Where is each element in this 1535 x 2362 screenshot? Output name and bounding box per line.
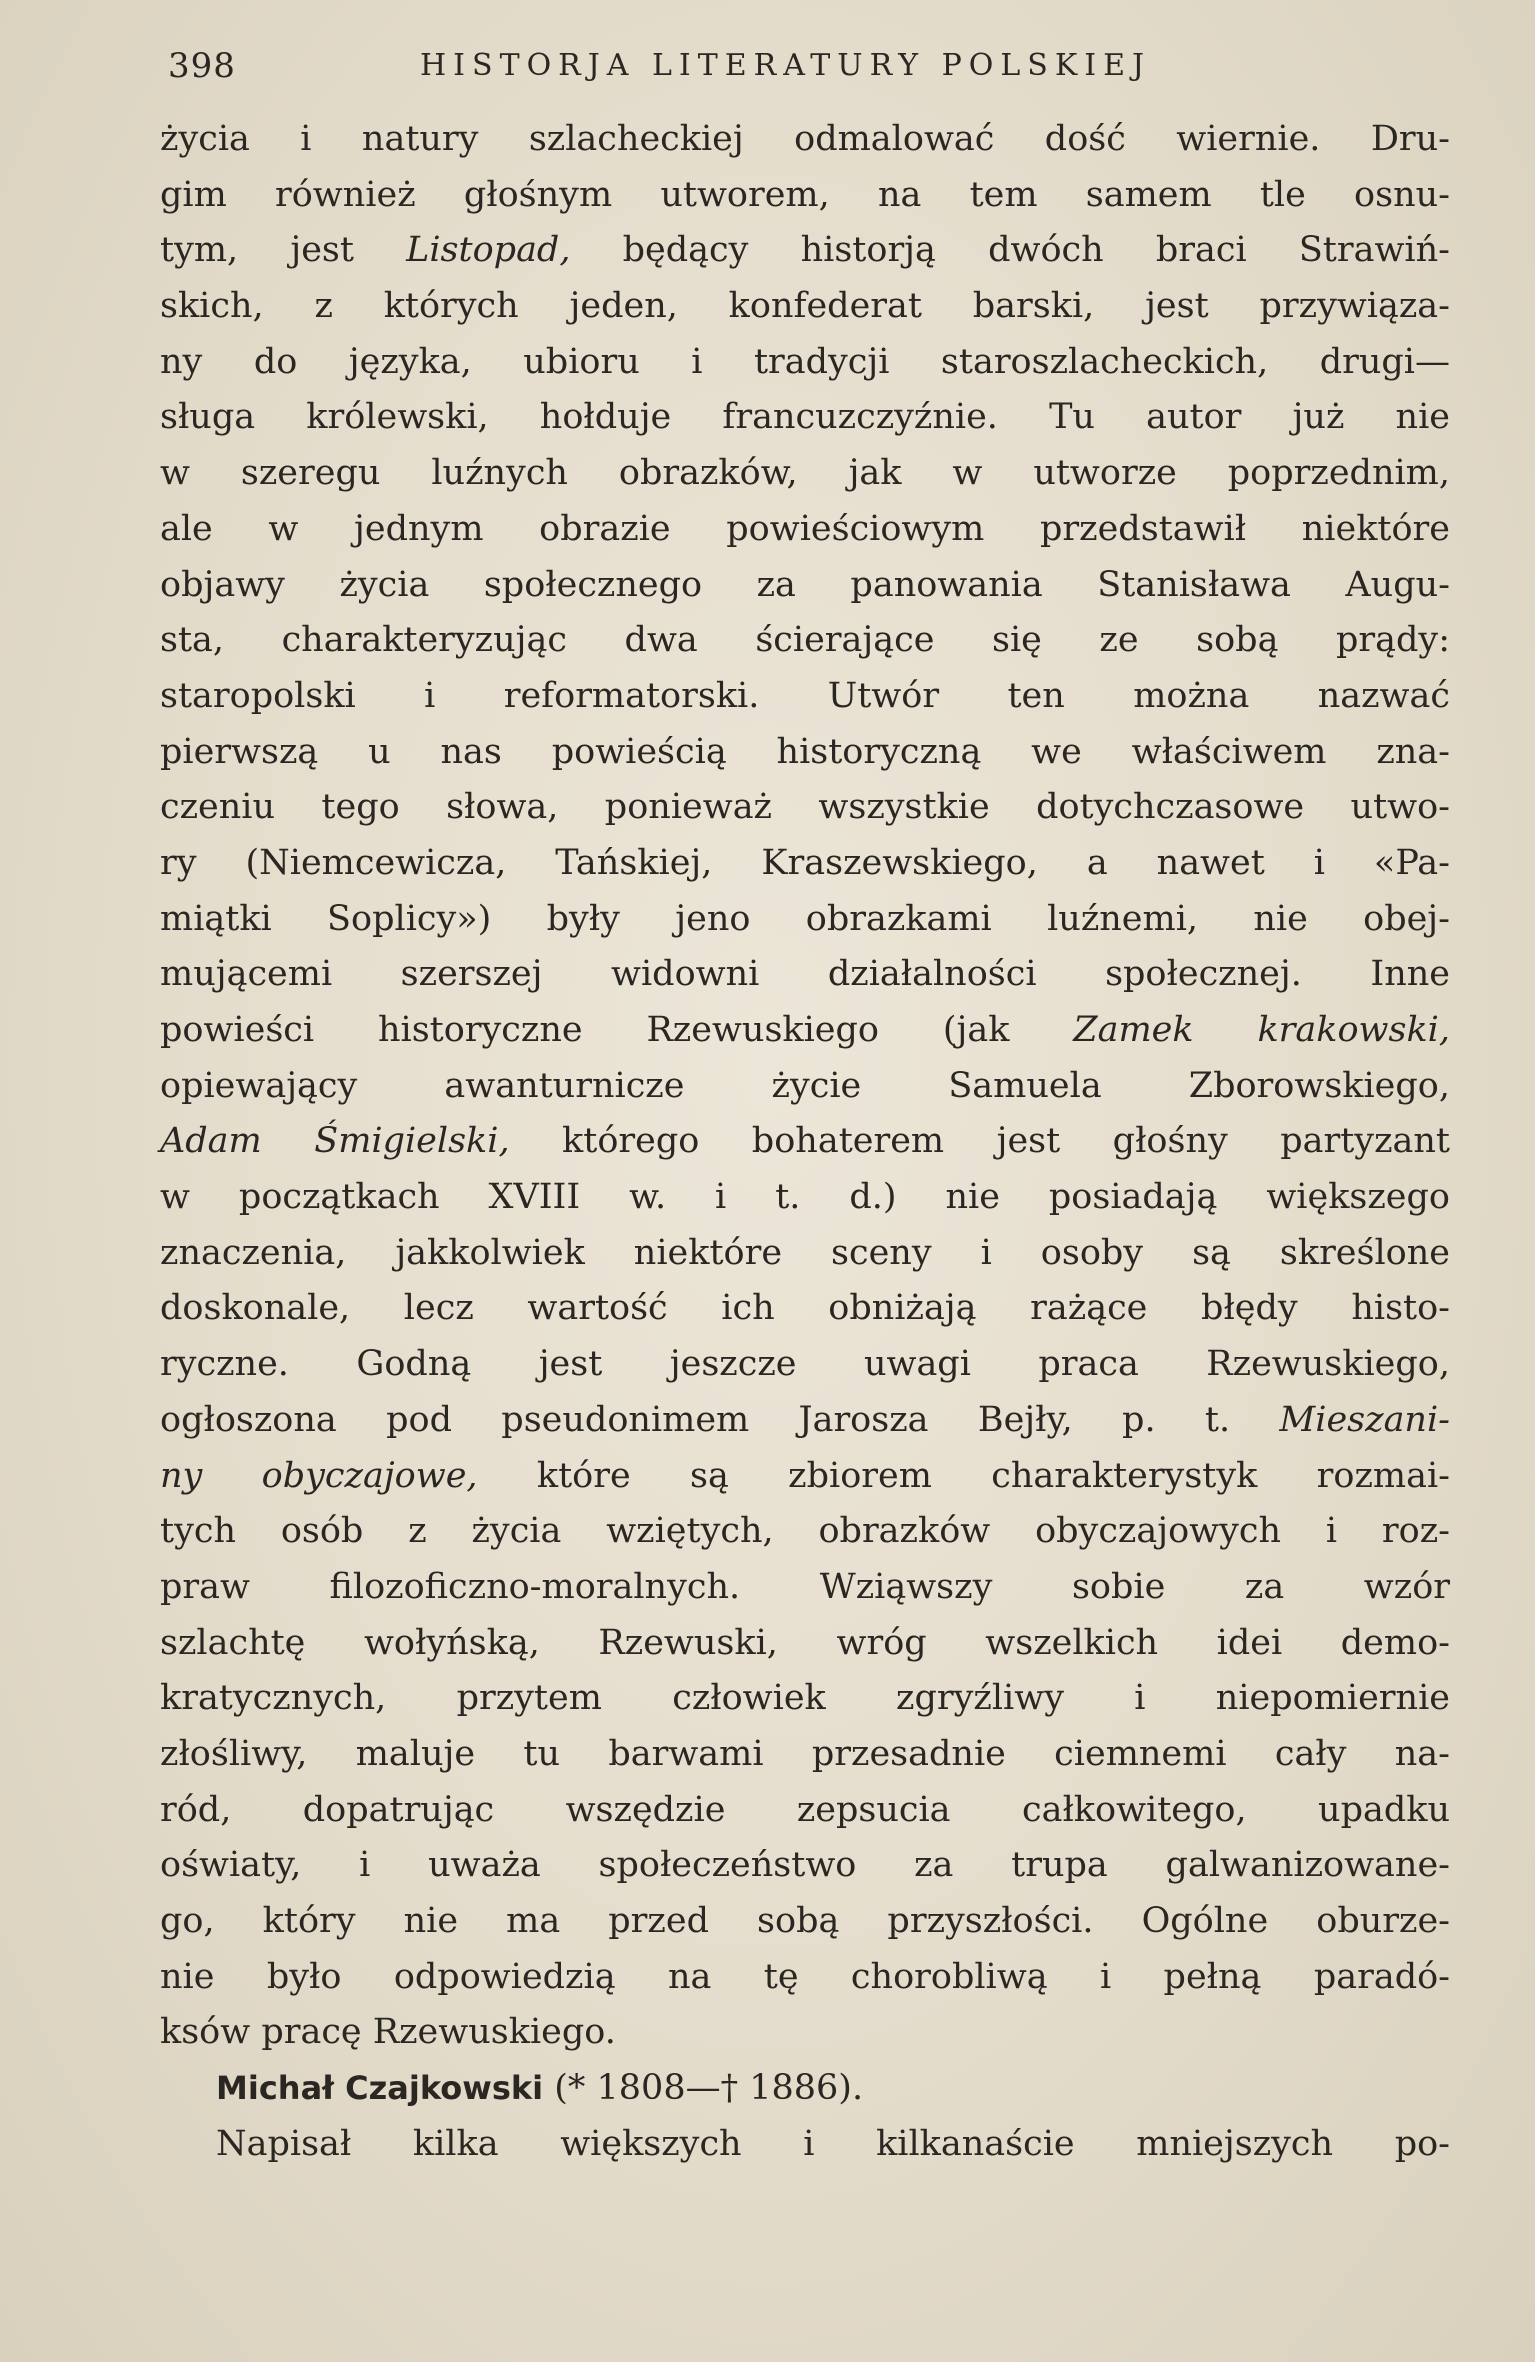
page-number: 398	[168, 46, 236, 86]
section-heading-line	[160, 2061, 1450, 2117]
text-segment: doskonale, lecz wartość ich obniżają rażące błędy histo-	[160, 1288, 1450, 1329]
text-line	[160, 335, 1450, 391]
text-line	[160, 1950, 1450, 2006]
text-segment: ale w jednym obrazie powieściowym przedstawił niektóre	[160, 508, 1450, 549]
italic-title: Adam Śmigielski,	[160, 1121, 510, 1162]
text-segment: ny do języka, ubioru i tradycji staroszlacheckich, drugi—	[160, 341, 1450, 382]
text-line	[160, 1170, 1450, 1226]
text-line	[160, 613, 1450, 669]
text-line	[160, 1337, 1450, 1393]
text-line	[160, 1504, 1450, 1560]
text-segment: staropolski i reformatorski. Utwór ten można nazwać	[160, 675, 1450, 716]
text-segment: skich, z których jeden, konfederat barski, jest przywiąza-	[160, 286, 1450, 327]
text-segment: którego bohaterem jest głośny partyzant	[509, 1121, 1450, 1162]
running-head	[160, 44, 1460, 88]
author-name: Michał Czajkowski	[216, 2069, 544, 2108]
text-segment: sta, charakteryzując dwa ścierające się ze sobą prądy:	[160, 620, 1450, 661]
paragraph	[160, 112, 1450, 2061]
text-segment: ry (Niemcewicza, Tańskiej, Kraszewskiego, a nawet i «Pa-	[160, 842, 1450, 883]
text-line	[160, 168, 1450, 224]
text-line	[160, 1059, 1450, 1115]
text-line	[160, 1226, 1450, 1282]
text-segment: w początkach XVIII w. i t. d.) nie posiadają większego	[160, 1177, 1450, 1218]
italic-title: Listopad,	[406, 230, 571, 271]
text-line	[160, 2005, 1450, 2061]
text-segment: ryczne. Godną jest jeszcze uwagi praca Rzewuskiego,	[160, 1344, 1450, 1385]
text-segment: oświaty, i uważa społeczeństwo za trupa galwanizowane-	[160, 1845, 1450, 1886]
text-segment: nie było odpowiedzią na tę chorobliwą i pełną paradó-	[160, 1956, 1450, 1997]
text-segment: ogłoszona pod pseudonimem Jarosza Bejły, p. t.	[160, 1399, 1280, 1440]
text-segment: tych osób z życia wziętych, obrazków obyczajowych i roz-	[160, 1511, 1450, 1552]
text-line	[160, 1783, 1450, 1839]
text-line	[160, 1114, 1450, 1170]
text-segment: go, który nie ma przed sobą przyszłości. Ogólne oburze-	[160, 1901, 1450, 1941]
text-segment: gim również głośnym utworem, na tem samem tle osnu-	[160, 174, 1450, 215]
text-line	[160, 390, 1450, 446]
text-segment: w szeregu luźnych obrazków, jak w utworze poprzednim,	[160, 453, 1450, 494]
text-line	[160, 892, 1450, 948]
text-line	[160, 223, 1450, 279]
text-segment: czeniu tego słowa, ponieważ wszystkie dotychczasowe utwo-	[160, 787, 1450, 828]
italic-title: ny obyczajowe,	[160, 1455, 478, 1496]
text-segment: tym, jest	[160, 230, 407, 271]
text-line	[160, 1393, 1450, 1449]
text-segment: mującemi szerszej widowni działalności społecznej. Inne	[160, 954, 1450, 995]
text-line	[160, 279, 1450, 335]
text-segment: znaczenia, jakkolwiek niektóre sceny i osoby są skreślone	[160, 1232, 1450, 1273]
italic-title: Mieszani-	[1279, 1399, 1450, 1440]
text-segment: sługa królewski, hołduje francuzczyźnie. Tu autor już nie	[160, 397, 1450, 438]
text-line	[160, 780, 1450, 836]
text-line	[160, 1727, 1450, 1783]
text-line	[160, 1894, 1450, 1950]
text-segment: miątki Soplicy») były jeno obrazkami luźnemi, nie obej-	[160, 898, 1450, 939]
text-line	[160, 669, 1450, 725]
text-line	[160, 1671, 1450, 1727]
text-line	[160, 502, 1450, 558]
text-line	[160, 112, 1450, 168]
body-text	[160, 112, 1450, 2172]
text-segment: szlachtę wołyńską, Rzewuski, wróg wszelkich idei demo-	[160, 1622, 1450, 1663]
text-line	[160, 1003, 1450, 1059]
text-segment: będący historją dwóch braci Strawiń-	[570, 230, 1450, 271]
text-segment: powieści historyczne Rzewuskiego (jak	[160, 1010, 1074, 1050]
italic-title: Zamek krakowski,	[1073, 1010, 1450, 1050]
text-segment: które są zbiorem charakterystyk rozmai-	[477, 1455, 1450, 1496]
text-line	[160, 725, 1450, 781]
text-line	[160, 836, 1450, 892]
text-segment: ksów pracę Rzewuskiego.	[160, 2012, 616, 2053]
text-segment: złośliwy, maluje tu barwami przesadnie ciemnemi cały na-	[160, 1733, 1450, 1774]
text-line: Napisał kilka większych i kilkanaście mniejszych po-	[216, 2123, 1450, 2164]
text-segment: życia i natury szlacheckiej odmalować dość wiernie. Dru-	[160, 119, 1450, 159]
text-line	[160, 1616, 1450, 1672]
text-line	[160, 1281, 1450, 1337]
author-dates: (* 1808—† 1886).	[543, 2068, 864, 2109]
text-line	[160, 1838, 1450, 1894]
text-segment: pierwszą u nas powieścią historyczną we właściwem zna-	[160, 731, 1450, 772]
text-line	[160, 446, 1450, 502]
text-segment: praw filozoficzno-moralnych. Wziąwszy sobie za wzór	[160, 1566, 1450, 1607]
text-line	[160, 1449, 1450, 1505]
text-line	[160, 1560, 1450, 1616]
text-segment: kratycznych, przytem człowiek zgryźliwy i niepomiernie	[160, 1678, 1450, 1719]
running-title: HISTORJA LITERATURY POLSKIEJ	[420, 48, 1152, 83]
text-line	[160, 558, 1450, 614]
text-segment: ród, dopatrując wszędzie zepsucia całkowitego, upadku	[160, 1789, 1450, 1830]
text-segment: opiewający awanturnicze życie Samuela Zborowskiego,	[160, 1065, 1450, 1106]
text-line	[160, 947, 1450, 1003]
text-segment: objawy życia społecznego za panowania Stanisława Augu-	[160, 564, 1450, 605]
